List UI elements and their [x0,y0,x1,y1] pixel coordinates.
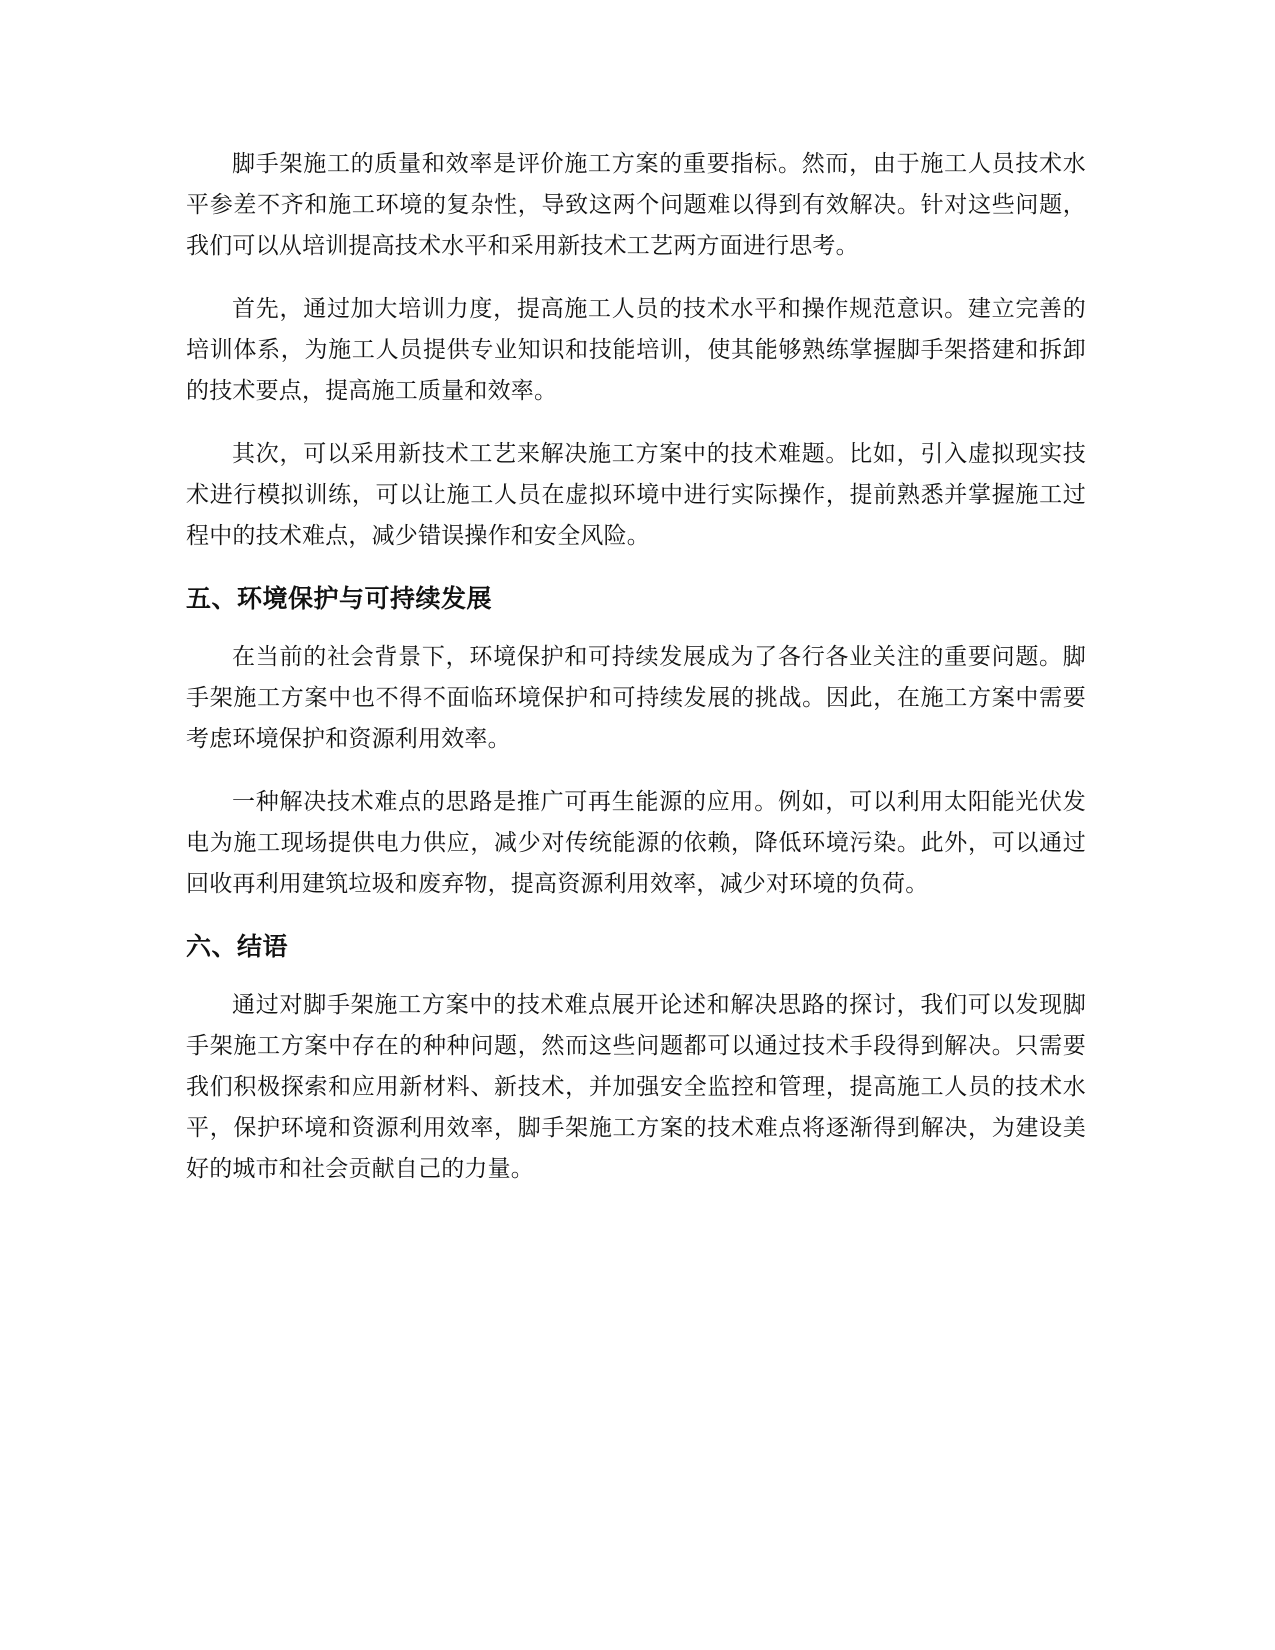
document-body [186,144,1086,1212]
paragraph-renewable-energy: 一种解决技术难点的思路是推广可再生能源的应用。例如，可以利用太阳能光伏发电为施工现场提供电力供应，减少对传统能源的依赖，降低环境污染。此外，可以通过回收再利用建筑垃圾和废弃物，提高资源利用效率，减少对环境的负荷。 [186,789,1086,897]
section-heading-conclusion: 六、结语 [186,932,289,961]
paragraph-training: 首先，通过加大培训力度，提高施工人员的技术水平和操作规范意识。建立完善的培训体系，为施工人员提供专业知识和技能培训，使其能够熟练掌握脚手架搭建和拆卸的技术要点，提高施工质量和效率。 [186,296,1086,404]
paragraph-conclusion: 通过对脚手架施工方案中的技术难点展开论述和解决思路的探讨，我们可以发现脚手架施工方案中存在的种种问题，然而这些问题都可以通过技术手段得到解决。只需要我们积极探索和应用新材料、新技术，并加强安全监控和管理，提高施工人员的技术水平，保护环境和资源利用效率，脚手架施工方案的技术难点将逐渐得到解决，为建设美好的城市和社会贡献自己的力量。 [186,992,1086,1182]
paragraph-environment-background: 在当前的社会背景下，环境保护和可持续发展成为了各行各业关注的重要问题。脚手架施工方案中也不得不面临环境保护和可持续发展的挑战。因此，在施工方案中需要考虑环境保护和资源利用效率。 [186,644,1086,752]
paragraph-quality-efficiency: 脚手架施工的质量和效率是评价施工方案的重要指标。然而，由于施工人员技术水平参差不齐和施工环境的复杂性，导致这两个问题难以得到有效解决。针对这些问题，我们可以从培训提高技术水平和采用新技术工艺两方面进行思考。 [186,151,1086,259]
section-heading-environment: 五、环境保护与可持续发展 [186,584,493,613]
paragraph-new-technology: 其次，可以采用新技术工艺来解决施工方案中的技术难题。比如，引入虚拟现实技术进行模拟训练，可以让施工人员在虚拟环境中进行实际操作，提前熟悉并掌握施工过程中的技术难点，减少错误操作和安全风险。 [186,441,1086,549]
